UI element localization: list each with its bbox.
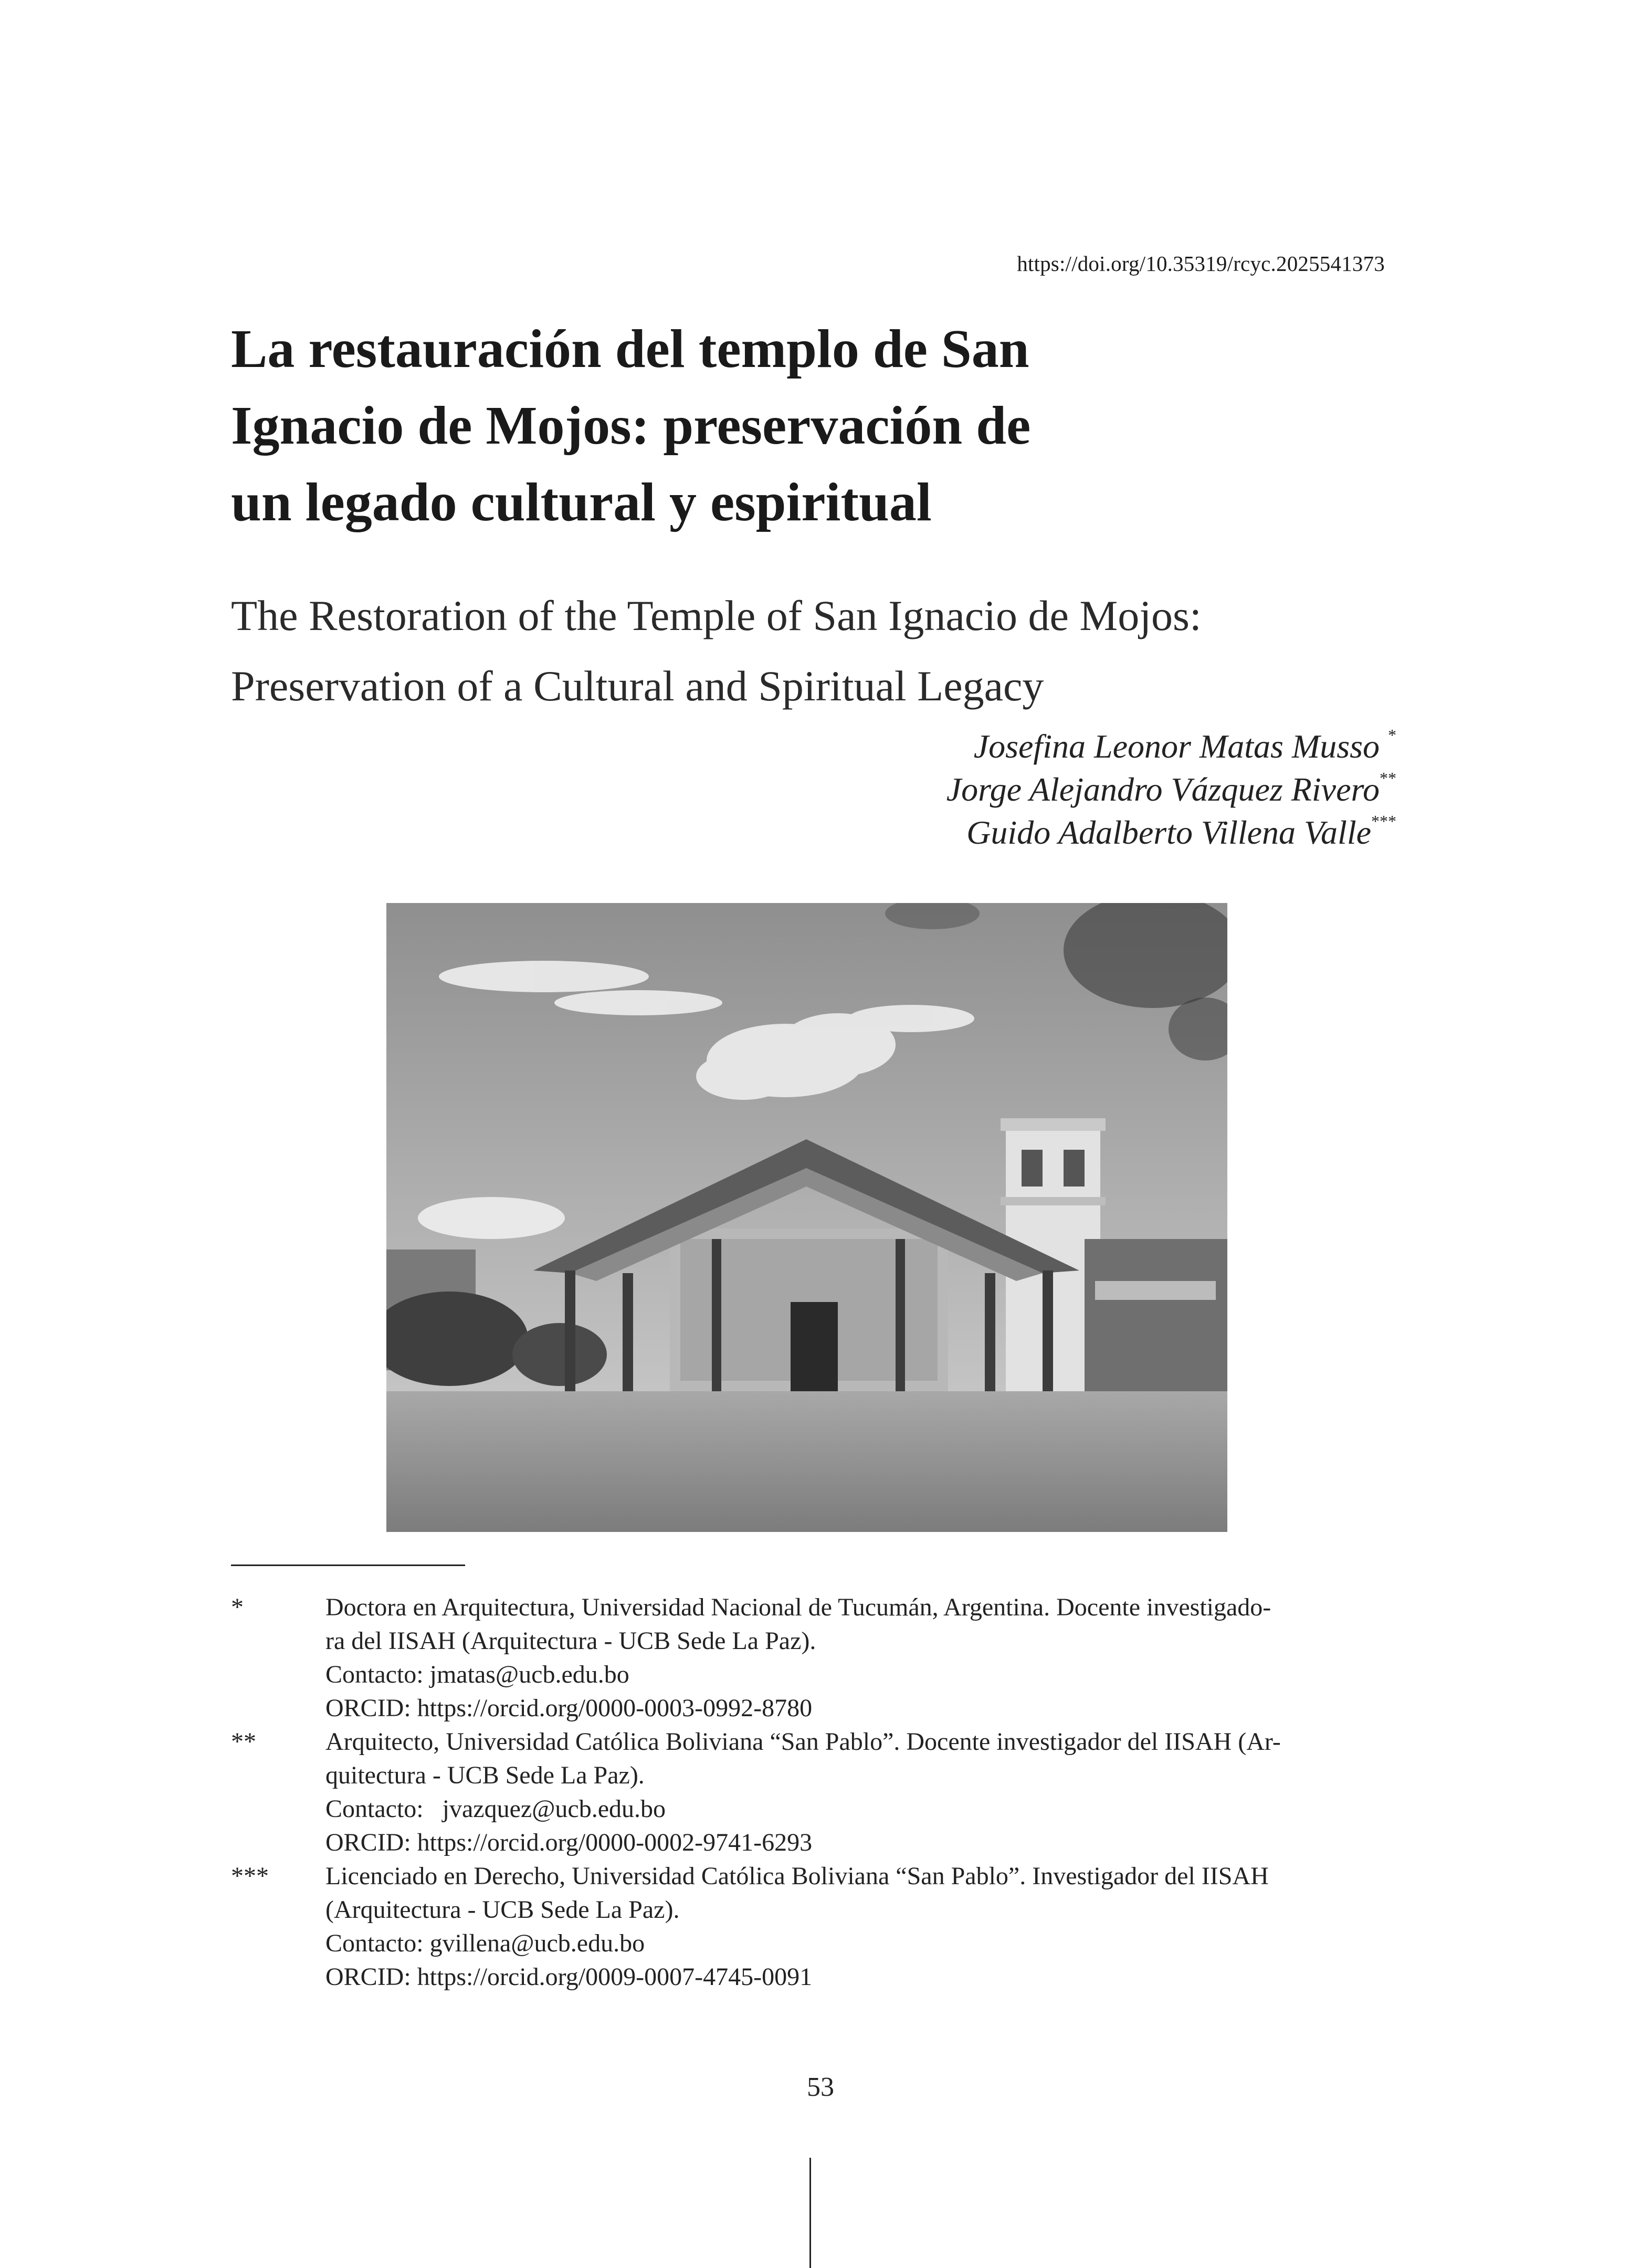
church-photo-illustration xyxy=(386,903,1227,1532)
footnote-mark: ** xyxy=(231,1728,256,1756)
title-en-line: The Restoration of the Temple of San Ignacio de Mojos: xyxy=(231,592,1202,639)
side-building-right xyxy=(1085,1239,1227,1391)
page-margin-rule xyxy=(809,2158,811,2268)
title-es-line: La restauración del templo de San xyxy=(231,319,1029,379)
footnote-body xyxy=(325,1591,1397,1725)
article-title-english xyxy=(231,581,1491,721)
footnotes xyxy=(231,1591,1397,1994)
author-name xyxy=(966,812,1396,854)
church-photograph xyxy=(386,903,1227,1532)
church-facade xyxy=(670,1228,948,1391)
footnote-orcid[interactable]: ORCID: https://orcid.org/0000-0003-0992-8780 xyxy=(325,1694,813,1722)
author-name xyxy=(974,726,1396,768)
footnote-contact[interactable]: Contacto: jmatas@ucb.edu.bo xyxy=(325,1661,629,1688)
footnote-line: quitectura - UCB Sede La Paz). xyxy=(325,1761,645,1789)
title-es-line: Ignacio de Mojos: preservación de xyxy=(231,395,1031,456)
author-name-text: Josefina Leonor Matas Musso xyxy=(973,728,1380,765)
page-number: 53 xyxy=(807,2072,834,2102)
footnote-orcid[interactable]: ORCID: https://orcid.org/0000-0002-9741-6293 xyxy=(325,1829,813,1856)
author-name xyxy=(946,769,1396,811)
footnote xyxy=(231,1591,1397,1725)
author-name-text: Guido Adalberto Villena Valle xyxy=(966,814,1371,851)
footnote-line: ra del IISAH (Arquitectura - UCB Sede La Paz). xyxy=(325,1627,816,1655)
footnote xyxy=(231,1860,1397,1994)
footnote-line: Licenciado en Derecho, Universidad Católica Boliviana “San Pablo”. Investigador del IISAH xyxy=(325,1862,1269,1890)
footnote-mark: * xyxy=(231,1593,244,1621)
footnote-line: Doctora en Arquitectura, Universidad Nacional de Tucumán, Argentina. Docente investigado- xyxy=(325,1593,1271,1621)
article-title-spanish xyxy=(231,311,1438,541)
doi-link[interactable]: https://doi.org/10.35319/rcyc.2025541373 xyxy=(1017,251,1385,276)
author-footnote-mark[interactable]: * xyxy=(1388,726,1396,744)
author-footnote-mark[interactable]: ** xyxy=(1380,769,1396,788)
footnote-body xyxy=(325,1725,1397,1860)
footnote xyxy=(231,1725,1397,1860)
author-footnote-mark[interactable]: *** xyxy=(1371,812,1396,831)
author-name-text: Jorge Alejandro Vázquez Rivero xyxy=(946,771,1380,808)
footnote-line: Arquitecto, Universidad Católica Boliviana “San Pablo”. Docente investigador del IISAH (Ar- xyxy=(325,1728,1281,1756)
footnote-mark: *** xyxy=(231,1862,269,1890)
footnote-separator xyxy=(231,1564,465,1566)
footnote-orcid[interactable]: ORCID: https://orcid.org/0009-0007-4745-0091 xyxy=(325,1963,813,1991)
title-es-line: un legado cultural y espiritual xyxy=(231,472,932,532)
footnote-contact[interactable]: Contacto: jvazquez@ucb.edu.bo xyxy=(325,1795,666,1823)
footnote-contact[interactable]: Contacto: gvillena@ucb.edu.bo xyxy=(325,1929,645,1957)
title-en-line: Preservation of a Cultural and Spiritual Legacy xyxy=(231,662,1044,710)
footnote-line: (Arquitectura - UCB Sede La Paz). xyxy=(325,1896,680,1924)
footnote-body xyxy=(325,1860,1397,1994)
plaza-ground xyxy=(386,1391,1227,1532)
